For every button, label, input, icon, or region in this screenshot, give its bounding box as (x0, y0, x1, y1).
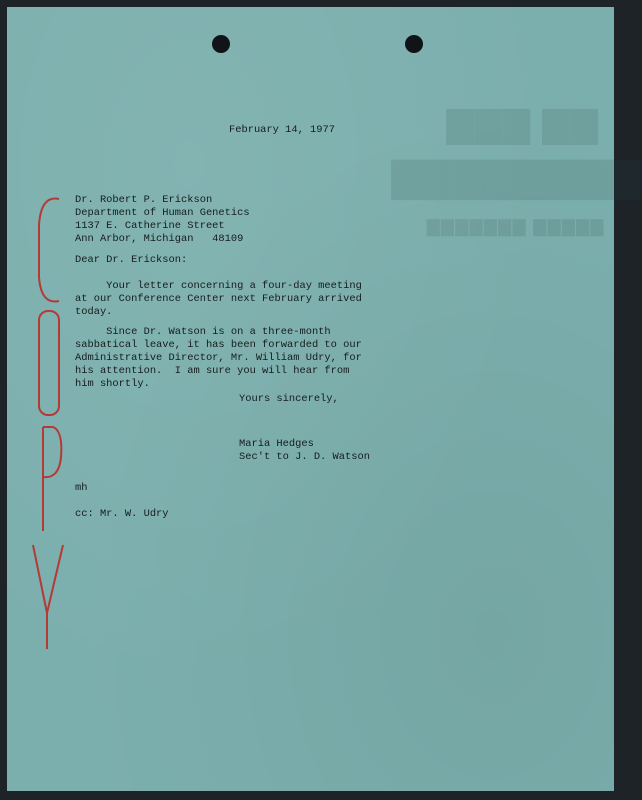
bleed-through-text: ▇▇▇▇▇▇▇ ▇▇▇▇▇ (427, 219, 606, 236)
paragraph-2 (75, 326, 362, 391)
address-line: Dr. Robert P. Erickson (75, 194, 213, 206)
typist-initials: mh (75, 482, 88, 494)
paragraph-line: his attention. I am sure you will hear from (75, 365, 350, 377)
signature-block (239, 438, 370, 464)
closing: Yours sincerely, (239, 393, 339, 405)
punch-hole-right (405, 35, 423, 53)
paragraph-line: sabbatical leave, it has been forwarded to our (75, 339, 362, 351)
signature-title: Sec't to J. D. Watson (239, 451, 370, 463)
paragraph-line: today. (75, 306, 113, 318)
paragraph-line: him shortly. (75, 378, 150, 390)
recipient-address (75, 194, 250, 246)
address-line: Ann Arbor, Michigan 48109 (75, 233, 244, 245)
address-line: Department of Human Genetics (75, 207, 250, 219)
signature-name: Maria Hedges (239, 438, 314, 450)
bleed-through-text: ▇▇▇▇▇▇▇▇ (392, 157, 642, 199)
paragraph-1 (75, 280, 362, 319)
punch-hole-left (212, 35, 230, 53)
copy-stamp (29, 195, 69, 655)
letter-date: February 14, 1977 (229, 124, 336, 136)
letter-page (7, 7, 642, 791)
copy-stamp-letter-y (33, 545, 63, 649)
carbon-copy-line: cc: Mr. W. Udry (75, 508, 169, 520)
bleed-through-text: ▇▇▇ ▇▇ (447, 106, 600, 144)
copy-stamp-letter-p (43, 427, 61, 531)
copy-stamp-graphic (29, 195, 69, 655)
paragraph-line: at our Conference Center next February arrived (75, 293, 362, 305)
salutation: Dear Dr. Erickson: (75, 254, 188, 266)
address-line: 1137 E. Catherine Street (75, 220, 225, 232)
paragraph-line: Administrative Director, Mr. William Udry, for (75, 352, 362, 364)
paragraph-line: Since Dr. Watson is on a three-month (75, 326, 331, 338)
paragraph-line: Your letter concerning a four-day meeting (75, 280, 362, 292)
copy-stamp-letter-c (39, 199, 59, 302)
copy-stamp-letter-o (39, 311, 59, 415)
